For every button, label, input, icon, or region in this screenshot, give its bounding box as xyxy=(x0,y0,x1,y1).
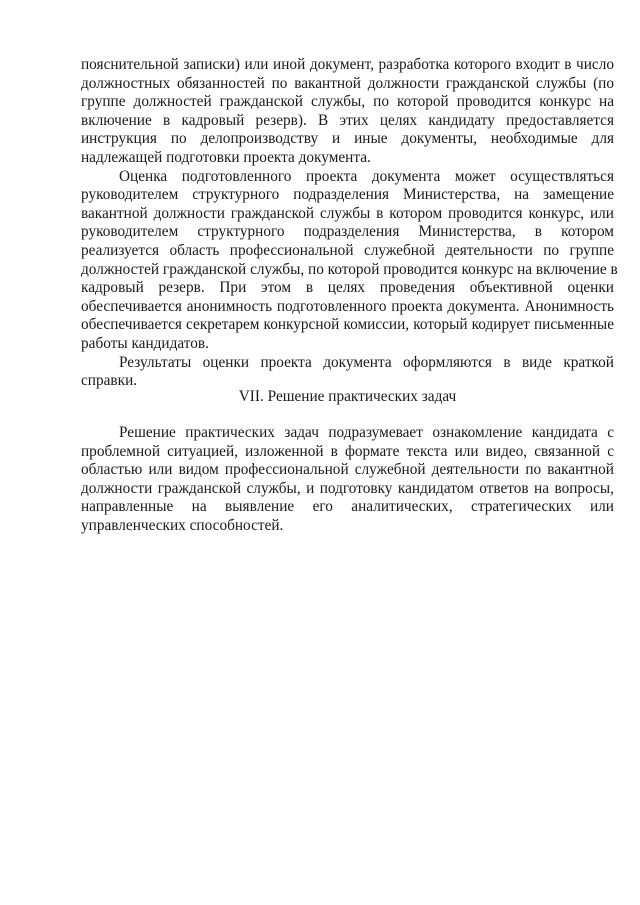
text-line: должностных обязанностей по вакантной должности гражданской службы (по xyxy=(81,74,614,92)
paragraph-evaluation xyxy=(81,167,618,354)
text-line: Оценка подготовленного проекта документа может осуществляться xyxy=(119,167,614,185)
text-line: руководителем структурного подразделения Министерства, в котором xyxy=(81,223,614,241)
text-line: включение в кадровый резерв). В этих целях кандидату предоставляется xyxy=(81,111,614,129)
text-line: кадровый резерв. При этом в целях проведения объективной оценки xyxy=(81,279,614,297)
text-line: обеспечивается секретарем конкурсной комиссии, который кодирует письменные xyxy=(81,316,614,334)
text-line: областью или видом профессиональной служебной деятельности по вакантной xyxy=(81,461,614,479)
paragraph-continuation xyxy=(81,56,614,168)
paragraph-results xyxy=(81,354,614,391)
text-line: группе должностей гражданской службы, по которой проводится конкурс на xyxy=(81,93,614,111)
text-line: Результаты оценки проекта документа оформляются в виде краткой xyxy=(119,353,614,371)
text-line: пояснительной записки) или иной документ, разработка которого входит в число xyxy=(81,56,614,73)
text-line: Решение практических задач подразумевает ознакомление кандидата с xyxy=(119,424,614,441)
text-line: вакантной должности гражданской службы в котором проводится конкурс, или xyxy=(81,204,614,222)
text-line: надлежащей подготовки проекта документа. xyxy=(81,148,371,166)
section-heading: VII. Решение практических задач xyxy=(238,388,457,405)
text-line: реализуется область профессиональной служебной деятельности по группе xyxy=(81,241,614,259)
text-line: направленные на выявление его аналитических, стратегических или xyxy=(81,498,614,516)
text-line: проблемной ситуацией, изложенной в формате текста или видео, связанной с xyxy=(81,442,614,460)
text-line: обеспечивается анонимность подготовленного проекта документа. Анонимность xyxy=(81,297,614,315)
paragraph-tasks xyxy=(81,424,614,536)
text-line: справки. xyxy=(81,372,138,390)
text-line: руководителем структурного подразделения Министерства, на замещение xyxy=(81,186,614,204)
text-line: работы кандидатов. xyxy=(81,334,209,352)
text-line: должностей гражданской службы, по которой проводится конкурс на включение в xyxy=(81,260,618,278)
text-line: должности гражданской службы, и подготовку кандидатом ответов на вопросы, xyxy=(81,479,614,497)
text-line: инструкция по делопроизводству и иные документы, необходимые для xyxy=(81,130,614,148)
text-line: управленческих способностей. xyxy=(81,516,284,534)
